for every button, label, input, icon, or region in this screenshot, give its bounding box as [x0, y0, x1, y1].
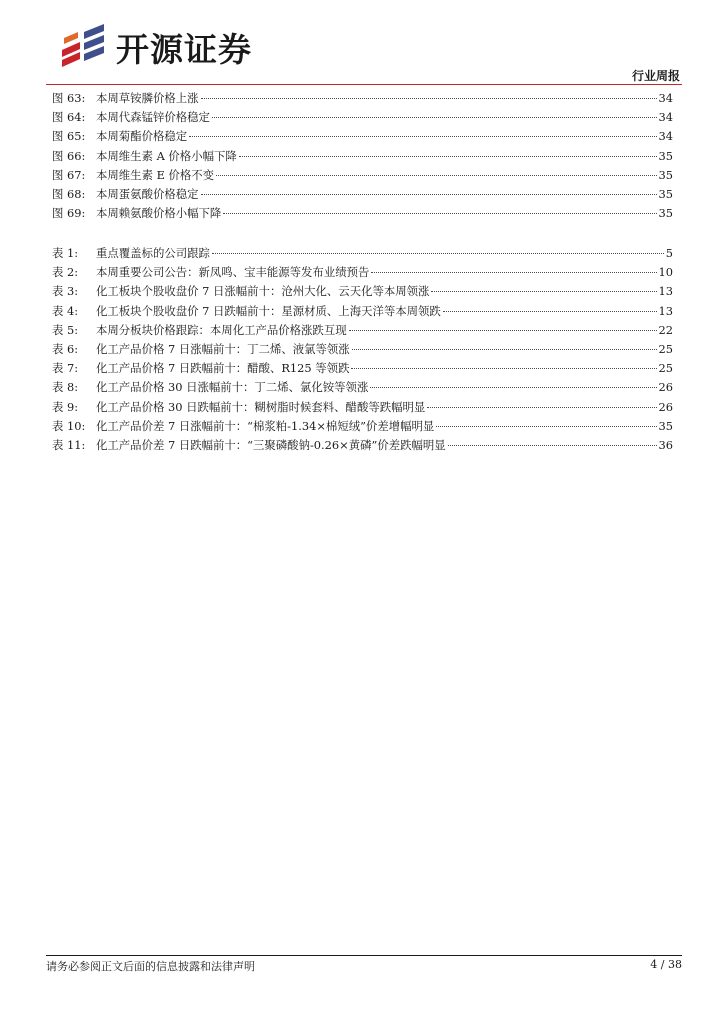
- page-header: [0, 0, 724, 84]
- table-entry[interactable]: [52, 263, 673, 282]
- dot-leader: [239, 156, 657, 157]
- table-entry-title: 化工产品价差 7 日跌幅前十：“三聚磷酸钠-0.26×黄磷”价差跌幅明显: [96, 437, 446, 452]
- table-entry-page: 36: [658, 437, 673, 452]
- table-entry[interactable]: [52, 398, 673, 417]
- figure-entry-title: 本周维生素 A 价格小幅下降: [96, 148, 237, 163]
- table-entry-page: 22: [658, 322, 673, 337]
- table-entry-number: 表 8:: [52, 380, 79, 395]
- figure-entry-number: 图 65:: [52, 129, 86, 144]
- table-entry[interactable]: [52, 340, 673, 359]
- figure-list: [52, 89, 673, 223]
- dot-leader: [448, 445, 657, 446]
- figure-entry-title: 本周菊酯价格稳定: [96, 129, 188, 144]
- table-entry-page: 5: [665, 246, 673, 260]
- figure-entry-number: 图 67:: [52, 167, 86, 182]
- figure-entry-title: 本周蛋氨酸价格稳定: [96, 186, 199, 201]
- figure-entry-page: 35: [658, 186, 673, 201]
- table-entry-number: 表 9:: [52, 399, 79, 414]
- figure-entry[interactable]: [52, 185, 673, 204]
- kaiyuan-securities-logo-icon: [58, 22, 110, 68]
- dot-leader: [189, 136, 656, 137]
- figure-entry[interactable]: [52, 147, 673, 166]
- table-entry-title: 重点覆盖标的公司跟踪: [96, 246, 210, 260]
- table-entry-page: 10: [658, 265, 673, 280]
- figure-entry-title: 本周赖氨酸价格小幅下降: [96, 206, 222, 221]
- table-entry[interactable]: [52, 359, 673, 378]
- page-number: 4 / 38: [650, 958, 682, 971]
- table-entry-title: 化工板块个股收盘价 7 日跌幅前十：星源材质、上海天洋等本周领跌: [96, 303, 441, 318]
- table-entry-number: 表 1:: [52, 246, 79, 260]
- brand-name: 开源证券: [116, 30, 252, 69]
- dot-leader: [349, 330, 657, 331]
- table-entry-page: 35: [658, 418, 673, 433]
- figure-entry-title: 本周维生素 E 价格不变: [96, 167, 215, 182]
- table-entry-number: 表 10:: [52, 418, 86, 433]
- table-entry-number: 表 4:: [52, 303, 79, 318]
- footer-divider: [46, 955, 682, 956]
- figure-entry-number: 图 69:: [52, 206, 86, 221]
- table-entry-title: 本周分板块价格跟踪：本周化工产品价格涨跌互现: [96, 322, 347, 337]
- table-entry-title: 化工板块个股收盘价 7 日涨幅前十：沧州大化、云天化等本周领涨: [96, 284, 430, 299]
- header-divider: [46, 84, 682, 85]
- dot-leader: [223, 213, 656, 214]
- table-entry[interactable]: [52, 321, 673, 340]
- figure-entry-number: 图 63:: [52, 91, 86, 105]
- brand-logo: [58, 22, 288, 68]
- document-type-label: 行业周报: [631, 69, 680, 83]
- table-entry-title: 本周重要公司公告：新凤鸣、宝丰能源等发布业绩预告: [96, 265, 370, 280]
- figure-entry[interactable]: [52, 204, 673, 223]
- table-entry[interactable]: [52, 302, 673, 321]
- figure-entry[interactable]: [52, 108, 673, 127]
- table-entry-number: 表 11:: [52, 437, 86, 452]
- table-entry-title: 化工产品价格 30 日涨幅前十：丁二烯、氯化铵等领涨: [96, 380, 369, 395]
- figure-entry-page: 35: [658, 148, 673, 163]
- dot-leader: [370, 387, 656, 388]
- figure-entry-page: 34: [658, 110, 673, 125]
- dot-leader: [201, 98, 657, 99]
- table-entry-number: 表 3:: [52, 284, 79, 299]
- dot-leader: [351, 368, 656, 369]
- table-entry[interactable]: [52, 436, 673, 455]
- table-entry-page: 13: [658, 303, 673, 318]
- figure-entry[interactable]: [52, 127, 673, 146]
- figure-entry-number: 图 68:: [52, 186, 86, 201]
- table-entry-title: 化工产品价格 7 日涨幅前十：丁二烯、液氯等领涨: [96, 341, 350, 356]
- dot-leader: [212, 117, 657, 118]
- dot-leader: [371, 272, 656, 273]
- dot-leader: [436, 426, 656, 427]
- table-entry[interactable]: [52, 282, 673, 301]
- table-entry-number: 表 7:: [52, 361, 79, 376]
- footer-disclaimer: 请务必参阅正文后面的信息披露和法律声明: [46, 960, 255, 973]
- dot-leader: [352, 349, 657, 350]
- table-entry-page: 26: [658, 399, 673, 414]
- figure-entry-title: 本周代森锰锌价格稳定: [96, 110, 210, 125]
- table-entry-title: 化工产品价差 7 日涨幅前十：“棉浆粕-1.34×棉短绒”价差增幅明显: [96, 418, 435, 433]
- table-entry[interactable]: [52, 417, 673, 436]
- figure-entry[interactable]: [52, 166, 673, 185]
- table-entry-number: 表 2:: [52, 265, 79, 280]
- table-entry-number: 表 6:: [52, 341, 79, 356]
- figure-entry-number: 图 64:: [52, 110, 86, 125]
- table-entry[interactable]: [52, 378, 673, 397]
- table-entry-page: 25: [658, 361, 673, 376]
- figure-entry-page: 35: [658, 206, 673, 221]
- dot-leader: [201, 194, 657, 195]
- figure-entry-number: 图 66:: [52, 148, 86, 163]
- table-entry-title: 化工产品价格 30 日跌幅前十：糊树脂时候套料、醋酸等跌幅明显: [96, 399, 426, 414]
- dot-leader: [431, 291, 656, 292]
- table-entry-page: 13: [658, 284, 673, 299]
- figure-entry-page: 35: [658, 167, 673, 182]
- figure-entry[interactable]: [52, 89, 673, 108]
- dot-leader: [443, 311, 657, 312]
- dot-leader: [216, 175, 656, 176]
- dot-leader: [427, 407, 656, 408]
- figure-entry-page: 34: [658, 91, 673, 105]
- dot-leader: [212, 253, 664, 254]
- table-list: [52, 244, 673, 455]
- table-entry-page: 25: [658, 341, 673, 356]
- figure-entry-page: 34: [658, 129, 673, 144]
- figure-entry-title: 本周草铵膦价格上涨: [96, 91, 199, 105]
- table-entry-page: 26: [658, 380, 673, 395]
- table-entry-number: 表 5:: [52, 322, 79, 337]
- table-entry-title: 化工产品价格 7 日跌幅前十：醋酸、R125 等领跌: [96, 361, 350, 376]
- table-entry[interactable]: [52, 244, 673, 263]
